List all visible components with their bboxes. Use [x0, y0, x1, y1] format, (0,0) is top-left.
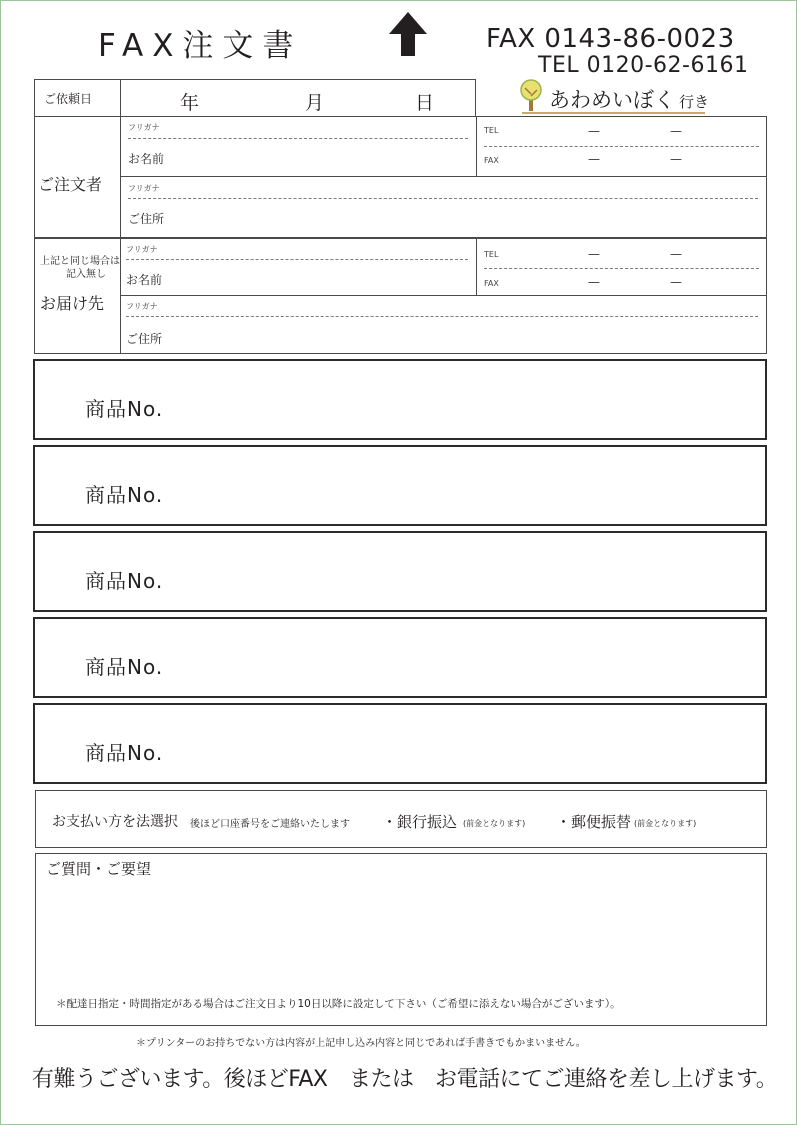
- postal-transfer-note: (前金となります): [634, 819, 697, 828]
- page-title: FAX注文書: [98, 28, 303, 64]
- tel-separator: —: [670, 124, 682, 138]
- fax-separator: —: [670, 275, 682, 289]
- payment-note: 後ほど口座番号をご連絡いたします: [190, 819, 350, 830]
- product-item-5[interactable]: [33, 703, 767, 784]
- divider: [120, 79, 121, 117]
- product-no-label: 商品No.: [85, 483, 164, 507]
- request-date-label: ご依頼日: [44, 92, 93, 106]
- product-no-label: 商品No.: [85, 741, 164, 765]
- dotted-line: [126, 316, 758, 317]
- product-no-label: 商品No.: [85, 397, 164, 421]
- tel-separator: —: [670, 247, 682, 261]
- dotted-line: [128, 138, 468, 139]
- orderer-name-field[interactable]: お名前: [128, 152, 165, 166]
- orderer-furigana-label: フリガナ: [128, 123, 160, 132]
- delivery-note-line2: 記入無し: [66, 269, 106, 280]
- divider: [120, 295, 767, 296]
- printer-note: ＊プリンターのお持ちでない方は内容が上記申し込み内容と同じであれば手書きでもかまいません。: [136, 1038, 586, 1049]
- postal-transfer-option[interactable]: ・郵便振替: [556, 813, 632, 831]
- divider: [120, 116, 121, 238]
- divider: [120, 176, 767, 177]
- product-no-label: 商品No.: [85, 655, 164, 679]
- orderer-label: ご注文者: [38, 175, 103, 194]
- fax-separator: —: [588, 275, 600, 289]
- product-item-2[interactable]: [33, 445, 767, 526]
- delivery-furigana-label: フリガナ: [126, 245, 158, 254]
- shop-suffix: 行き: [679, 93, 710, 111]
- month-field[interactable]: 月: [305, 92, 325, 114]
- bank-transfer-note: (前金となります): [463, 819, 526, 828]
- footer-message: 有難うございます。後ほどFAX または お電話にてご連絡を差し上げます。: [32, 1067, 778, 1092]
- questions-label: ご質問・ご要望: [46, 860, 152, 878]
- dotted-line: [128, 198, 758, 199]
- fax-separator: —: [670, 152, 682, 166]
- tel-separator: —: [588, 247, 600, 261]
- divider: [476, 238, 477, 295]
- delivery-tel-label: TEL: [484, 250, 499, 259]
- divider: [120, 238, 121, 354]
- questions-section[interactable]: [35, 853, 767, 1026]
- arrow-up-icon: [387, 12, 429, 56]
- delivery-fax-label: FAX: [484, 279, 499, 288]
- payment-label: お支払い方を法選択: [52, 814, 178, 830]
- date-row: [34, 79, 476, 117]
- delivery-note-line1: 上記と同じ場合は: [40, 256, 120, 267]
- delivery-date-note: ＊配達日指定・時間指定がある場合はご注文日より10日以降に設定して下さい（ご希望に添えない場合がございます）。: [56, 998, 621, 1010]
- day-field[interactable]: 日: [415, 92, 435, 114]
- year-field[interactable]: 年: [180, 92, 200, 114]
- tel-separator: —: [588, 124, 600, 138]
- delivery-address-field[interactable]: ご住所: [126, 332, 163, 346]
- fax-separator: —: [588, 152, 600, 166]
- delivery-label: お届け先: [40, 294, 105, 313]
- product-item-3[interactable]: [33, 531, 767, 612]
- fax-number: FAX 0143-86-0023: [486, 24, 735, 54]
- shop-name-text: あわめいぼく: [549, 88, 675, 112]
- tree-logo-icon: [514, 78, 548, 112]
- dotted-line: [126, 259, 468, 260]
- shop-underline: [522, 112, 705, 114]
- delivery-name-field[interactable]: お名前: [126, 273, 163, 287]
- divider: [476, 116, 477, 176]
- orderer-address-furigana-label: フリガナ: [128, 184, 160, 193]
- product-item-4[interactable]: [33, 617, 767, 698]
- dotted-line: [484, 146, 759, 147]
- product-no-label: 商品No.: [85, 569, 164, 593]
- tel-number: TEL 0120-62-6161: [538, 53, 749, 78]
- delivery-address-furigana-label: フリガナ: [126, 302, 158, 311]
- shop-name: [549, 84, 709, 114]
- bank-transfer-option[interactable]: ・銀行振込: [382, 813, 458, 831]
- orderer-tel-label: TEL: [484, 126, 499, 135]
- orderer-address-field[interactable]: ご住所: [128, 212, 165, 226]
- dotted-line: [484, 268, 759, 269]
- product-item-1[interactable]: [33, 359, 767, 440]
- orderer-fax-label: FAX: [484, 156, 499, 165]
- payment-section: [35, 790, 767, 848]
